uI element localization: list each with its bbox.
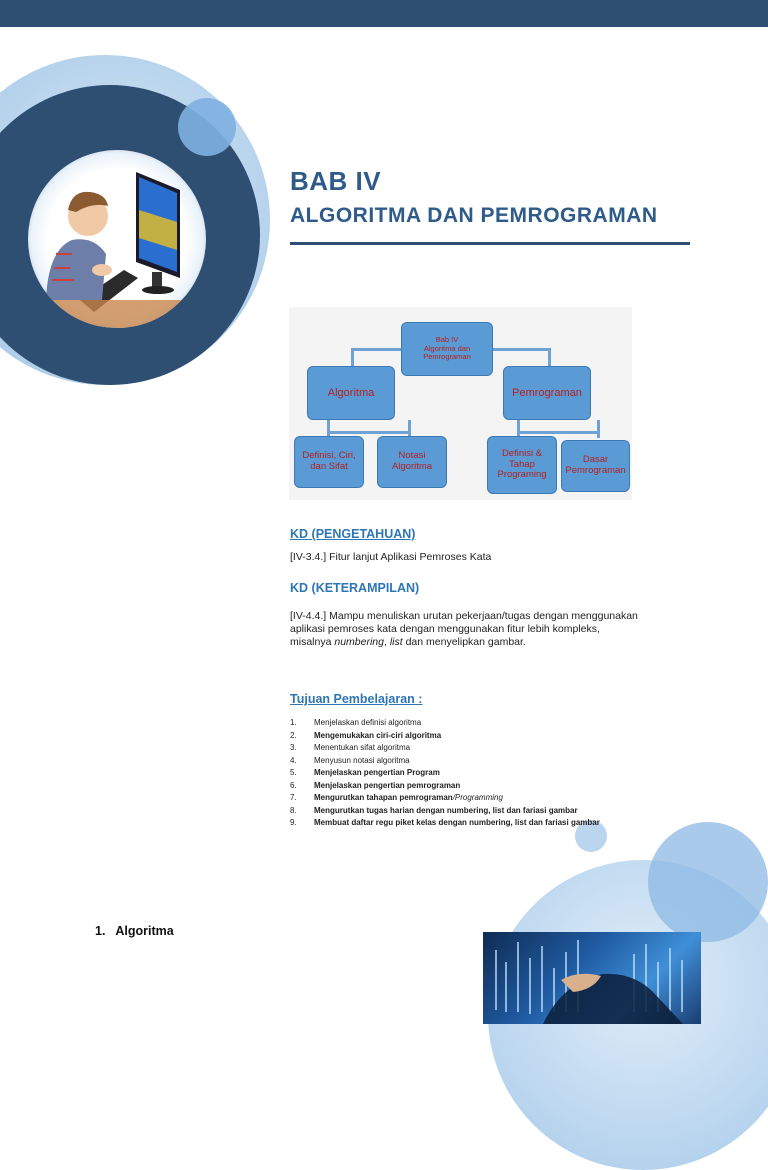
tujuan-list xyxy=(290,717,600,830)
list-item xyxy=(290,742,600,755)
chart-node-definisi-tahap xyxy=(487,436,557,494)
kd-text-fragment: dan menyelipkan gambar. xyxy=(402,636,526,648)
chart-node-label-line: Definisi & xyxy=(501,447,543,459)
list-item xyxy=(290,730,600,743)
list-item-number: 7. xyxy=(290,793,297,802)
connector xyxy=(351,348,354,367)
kd-text-fragment-italic: list xyxy=(389,636,403,648)
chart-node-pemrograman xyxy=(503,366,591,420)
connector xyxy=(517,431,600,434)
kd-text-fragment: , xyxy=(383,636,390,648)
chart-node-label-line: Programing xyxy=(497,469,547,481)
chart-node-label-line: Definisi, Ciri, xyxy=(302,450,356,462)
list-item-number: 5. xyxy=(290,768,297,777)
top-bar xyxy=(0,0,768,27)
deco-circle-right-2 xyxy=(648,822,768,942)
list-item xyxy=(290,805,600,818)
chart-node-algoritma xyxy=(307,366,395,420)
chapter-label: BAB IV xyxy=(290,166,382,196)
chart-node-root-line: Pemrograman xyxy=(423,352,471,362)
kd-keterampilan-text xyxy=(290,610,690,649)
deco-circle-small-top xyxy=(178,98,236,156)
list-item xyxy=(290,717,600,730)
list-item-text: Menjelaskan pengertian pemrograman xyxy=(314,780,461,790)
list-item-text: Membuat daftar regu piket kelas dengan numbering, list dan fariasi gambar xyxy=(314,818,600,827)
chapter-hierarchy-chart xyxy=(289,307,632,500)
chart-node-root-line: Algoritma dan xyxy=(423,343,471,353)
chart-node-definisi-ciri-sifat xyxy=(294,436,364,488)
list-item-number: 3. xyxy=(290,743,297,752)
chart-node-label: Algoritma xyxy=(327,386,375,399)
list-item-number: 8. xyxy=(290,805,297,815)
kd-text-fragment-italic: numbering xyxy=(334,636,384,648)
list-item-text: Menjelaskan definisi algoritma xyxy=(314,718,422,727)
list-item-number: 2. xyxy=(290,730,297,740)
list-item-text-italic: /Programming xyxy=(452,793,503,802)
list-item-text: Mengemukakan ciri-ciri algoritma xyxy=(314,730,442,740)
connector xyxy=(493,348,551,351)
student-computer-photo xyxy=(28,150,206,328)
kd-text-fragment: misalnya xyxy=(290,636,335,648)
list-item-text: Menentukan sifat algoritma xyxy=(314,743,411,752)
list-item-text: Mengurutkan tahapan pemrograman xyxy=(314,793,453,802)
list-item xyxy=(290,780,600,793)
chart-node-label-line: Pemrograman xyxy=(565,465,626,476)
list-item-text: Menjelaskan pengertian Program xyxy=(314,768,440,777)
chart-node-label-line: dan Sifat xyxy=(310,461,348,472)
list-item xyxy=(290,792,600,805)
title-divider xyxy=(290,242,690,245)
chart-node-label-line: Notasi xyxy=(398,450,426,462)
list-item-number: 1. xyxy=(290,718,297,727)
tujuan-heading: Tujuan Pembelajaran : xyxy=(290,692,423,706)
chart-node-label-line: Algoritma xyxy=(391,461,433,472)
connector xyxy=(597,420,600,438)
keyboard-code-photo xyxy=(483,932,701,1024)
kd-keterampilan-line: aplikasi pemroses kata dengan menggunakan fitur lebih kompleks, xyxy=(290,623,600,635)
chart-node-label-line: Tahap xyxy=(509,458,535,470)
chart-node-label-line: Dasar xyxy=(582,454,609,466)
list-item xyxy=(290,767,600,780)
chart-node-root xyxy=(401,322,493,376)
kd-keterampilan-line: [IV-4.4.] Mampu menuliskan urutan pekerjaan/tugas dengan menggunakan xyxy=(290,610,638,622)
list-item xyxy=(290,817,600,830)
kd-keterampilan-line xyxy=(290,636,690,649)
list-item xyxy=(290,755,600,768)
chart-node-notasi-algoritma xyxy=(377,436,447,488)
list-item-number: 6. xyxy=(290,780,297,790)
chart-node-label: Pemrograman xyxy=(512,386,582,399)
connector xyxy=(548,348,551,367)
list-item-number: 9. xyxy=(290,818,297,827)
chart-node-dasar-pemrograman xyxy=(561,440,630,492)
list-item-number: 4. xyxy=(290,755,297,765)
chart-node-root-line: Bab IV xyxy=(435,335,459,345)
list-item-text: Mengurutkan tugas harian dengan numbering, list dan fariasi gambar xyxy=(314,805,578,815)
kd-pengetahuan-heading: KD (PENGETAHUAN) xyxy=(290,527,416,541)
kd-pengetahuan-text: [IV-3.4.] Fitur lanjut Aplikasi Pemroses Kata xyxy=(290,551,492,563)
connector xyxy=(327,431,411,434)
section-heading-algoritma: 1. Algoritma xyxy=(95,924,174,938)
list-item-text: Menyusun notasi algoritma xyxy=(314,755,410,765)
connector xyxy=(351,348,403,351)
kd-keterampilan-heading: KD (KETERAMPILAN) xyxy=(290,581,420,595)
page-title: ALGORITMA DAN PEMROGRAMAN xyxy=(290,204,658,227)
